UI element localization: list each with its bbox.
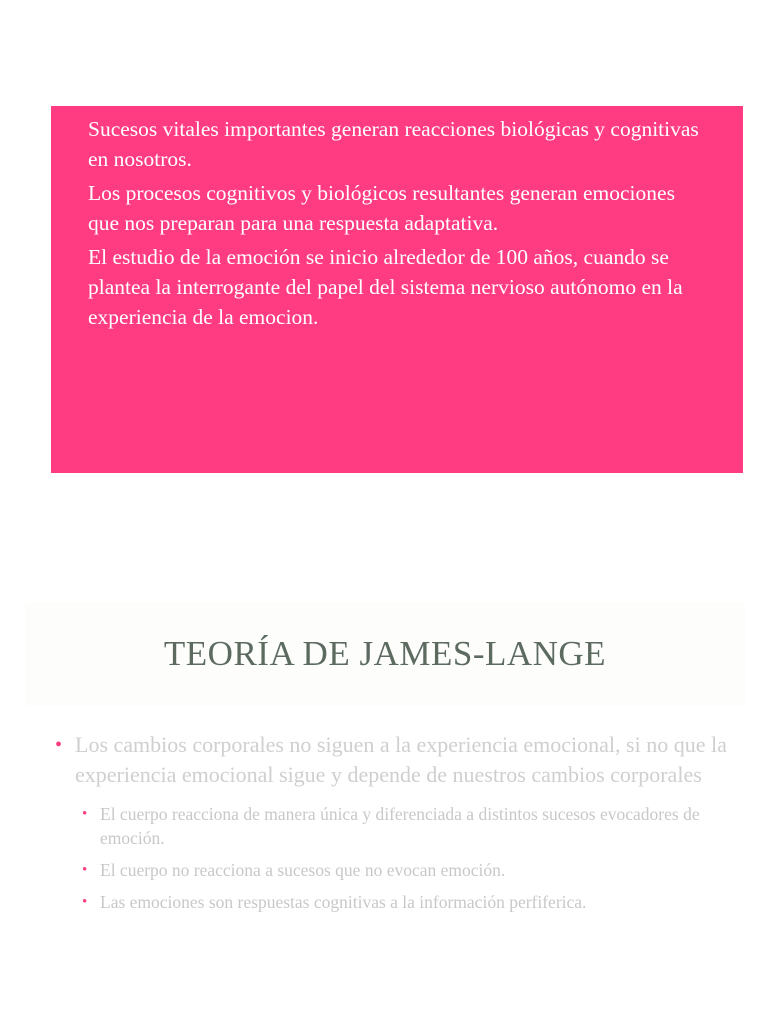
bullet-dot-icon: • [82,806,88,822]
intro-text-box [51,106,743,473]
bullet-dot-icon: • [82,862,88,878]
sub-bullet-1 [82,802,745,850]
sub-bullet-2 [82,858,745,882]
bullet-list [55,730,745,922]
bullet-main-text: Los cambios corporales no siguen a la experiencia emocional, si no que la experiencia emocional sigue y depende de nuestros cambios corporales [75,732,727,787]
sub-bullet-text: El cuerpo no reacciona a sucesos que no evocan emoción. [100,860,506,880]
sub-bullet-list [82,802,745,914]
sub-bullet-3 [82,890,745,914]
intro-paragraph-1: Sucesos vitales importantes generan reacciones biológicas y cognitivas en nosotros. [88,117,699,171]
slide-title-box [25,602,745,706]
sub-bullet-text: El cuerpo reacciona de manera única y diferenciada a distintos sucesos evocadores de emoción. [100,804,700,848]
intro-paragraph-2: Los procesos cognitivos y biológicos resultantes generan emociones que nos preparan para una respuesta adaptativa. [88,181,675,235]
slide-title: TEORÍA DE JAMES-LANGE [163,634,607,673]
bullet-dot-icon: • [55,734,63,756]
bullet-dot-icon: • [82,894,88,910]
intro-paragraph-3: El estudio de la emoción se inicio alrededor de 100 años, cuando se plantea la interrogante del papel del sistema nervioso autónomo en la experiencia de la emocion. [88,245,683,329]
bullet-main [55,730,745,790]
sub-bullet-text: Las emociones son respuestas cognitivas a la información perfiferica. [100,892,587,912]
